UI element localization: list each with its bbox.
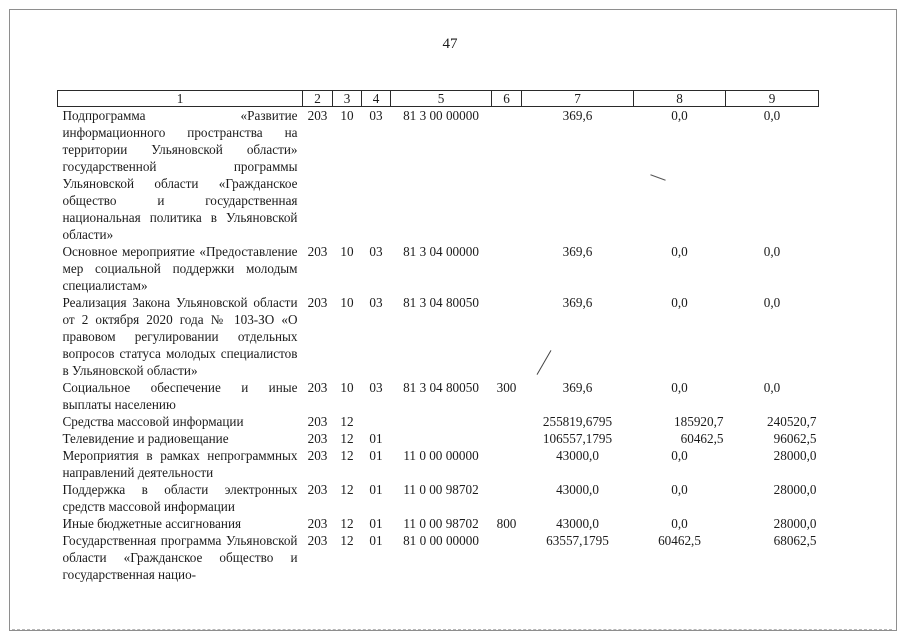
cell-amount-8: 60462,5 [680, 431, 724, 446]
table-row [58, 515, 819, 532]
cell-target: 81 3 04 80050 [403, 380, 479, 395]
cell-section: 12 [340, 414, 354, 429]
cell-expense-type [492, 481, 522, 515]
table-row [58, 447, 819, 481]
row-name: Реализация Закона Ульяновской области от 2 октября 2020 года № 103-ЗО «О правовом регулировании отдельных вопросов статуса молодых специалистов в Ульяновской области» [62, 295, 298, 378]
table-row [58, 413, 819, 430]
cell-code-ved: 203 [307, 414, 328, 429]
cell-target: 11 0 00 98702 [403, 482, 479, 497]
cell-subsection: 03 [369, 244, 383, 259]
cell-amount-8: 0,0 [671, 448, 688, 463]
cell-subsection: 03 [369, 108, 383, 123]
cell-subsection: 03 [369, 380, 383, 395]
cell-section: 10 [340, 108, 354, 123]
table-row [58, 294, 819, 379]
header-col-9: 9 [726, 91, 819, 107]
budget-table [57, 90, 819, 583]
cell-expense-type [492, 447, 522, 481]
cell-amount-9: 0,0 [763, 380, 781, 395]
cell-amount-7: 369,6 [562, 244, 593, 259]
cell-amount-7: 43000,0 [556, 516, 599, 531]
cell-code-ved: 203 [307, 380, 328, 395]
row-name: Мероприятия в рамках непрограммных направлений деятельности [62, 448, 298, 480]
cell-subsection [362, 413, 391, 430]
cell-amount-7: 369,6 [562, 295, 593, 310]
cell-amount-7: 369,6 [562, 380, 593, 395]
cell-code-ved: 203 [307, 108, 328, 123]
header-col-2: 2 [303, 91, 333, 107]
cell-amount-8: 185920,7 [674, 414, 724, 429]
cell-amount-8: 0,0 [671, 380, 688, 395]
cell-expense-type [492, 294, 522, 379]
cell-code-ved: 203 [307, 448, 328, 463]
cell-target: 81 3 00 00000 [403, 108, 479, 123]
row-name: Средства массовой информации [62, 414, 244, 429]
cell-amount-9: 96062,5 [773, 431, 817, 446]
row-name: Основное мероприятие «Предоставление мер социальной поддержки молодым специалистам» [62, 244, 298, 293]
header-col-7: 7 [522, 91, 634, 107]
cell-amount-9: 0,0 [763, 244, 781, 259]
cell-amount-9: 28000,0 [773, 448, 817, 463]
bottom-edge-line [12, 629, 892, 630]
cell-section: 10 [340, 380, 354, 395]
cell-section: 12 [340, 448, 354, 463]
table-row [58, 481, 819, 515]
cell-section: 10 [340, 295, 354, 310]
row-name: Иные бюджетные ассигнования [62, 516, 242, 531]
cell-code-ved: 203 [307, 533, 328, 548]
cell-expense-type: 800 [496, 516, 517, 531]
row-name: Поддержка в области электронных средств массовой информации [62, 482, 298, 514]
cell-section: 12 [340, 533, 354, 548]
row-name: Подпрограмма «Развитие информационного пространства на территории Ульяновской области» государственной программы Ульяновской области «Гражданское общество и государственная национальная политика в Ульяновской области» [62, 108, 298, 242]
cell-section: 10 [340, 244, 354, 259]
cell-amount-8: 0,0 [671, 295, 688, 310]
row-name: Социальное обеспечение и иные выплаты населению [62, 380, 298, 412]
cell-amount-9: 68062,5 [773, 533, 817, 548]
cell-subsection: 03 [369, 295, 383, 310]
cell-expense-type [492, 243, 522, 294]
cell-target: 81 3 04 80050 [403, 295, 479, 310]
cell-amount-9: 28000,0 [773, 516, 817, 531]
cell-amount-7: 43000,0 [556, 448, 599, 463]
cell-amount-9: 240520,7 [767, 414, 817, 429]
header-col-8: 8 [634, 91, 726, 107]
cell-amount-9: 0,0 [763, 108, 781, 123]
cell-amount-7: 255819,6795 [542, 414, 613, 429]
cell-code-ved: 203 [307, 295, 328, 310]
cell-target: 81 0 00 00000 [403, 533, 479, 548]
cell-amount-9: 28000,0 [773, 482, 817, 497]
row-name: Телевидение и радиовещание [62, 431, 229, 446]
cell-subsection: 01 [369, 533, 383, 548]
cell-code-ved: 203 [307, 431, 328, 446]
page-number: 47 [442, 36, 458, 52]
table-row [58, 379, 819, 413]
cell-code-ved: 203 [307, 516, 328, 531]
cell-section: 12 [340, 516, 354, 531]
cell-section: 12 [340, 431, 354, 446]
cell-amount-9: 0,0 [763, 295, 781, 310]
cell-target: 11 0 00 98702 [403, 516, 479, 531]
cell-amount-8: 0,0 [671, 108, 688, 123]
cell-subsection: 01 [369, 431, 383, 446]
table-row [58, 430, 819, 447]
cell-amount-7: 369,6 [562, 108, 593, 123]
table-row [58, 532, 819, 583]
cell-subsection: 01 [369, 516, 383, 531]
cell-amount-7: 43000,0 [556, 482, 599, 497]
cell-subsection: 01 [369, 448, 383, 463]
cell-subsection: 01 [369, 482, 383, 497]
header-col-6: 6 [492, 91, 522, 107]
header-col-1: 1 [58, 91, 303, 107]
row-name: Государственная программа Ульяновской области «Гражданское общество и государственная нацио- [62, 533, 298, 582]
cell-amount-8: 0,0 [671, 516, 688, 531]
header-col-5: 5 [391, 91, 492, 107]
cell-amount-8: 60462,5 [658, 533, 701, 548]
table-row [58, 243, 819, 294]
header-col-4: 4 [362, 91, 391, 107]
cell-target: 81 3 04 00000 [403, 244, 479, 259]
cell-code-ved: 203 [307, 244, 328, 259]
cell-amount-8: 0,0 [671, 244, 688, 259]
cell-amount-7: 63557,1795 [546, 533, 609, 548]
cell-expense-type [492, 107, 522, 244]
header-col-3: 3 [333, 91, 362, 107]
cell-expense-type [492, 532, 522, 583]
cell-expense-type [492, 413, 522, 430]
cell-amount-8: 0,0 [671, 482, 688, 497]
cell-expense-type [492, 430, 522, 447]
cell-target: 11 0 00 00000 [403, 448, 479, 463]
cell-target [391, 430, 492, 447]
cell-section: 12 [340, 482, 354, 497]
table-row [58, 107, 819, 244]
cell-expense-type: 300 [496, 380, 517, 395]
header-row [58, 91, 819, 107]
cell-target [391, 413, 492, 430]
cell-amount-7: 106557,1795 [542, 431, 613, 446]
cell-code-ved: 203 [307, 482, 328, 497]
